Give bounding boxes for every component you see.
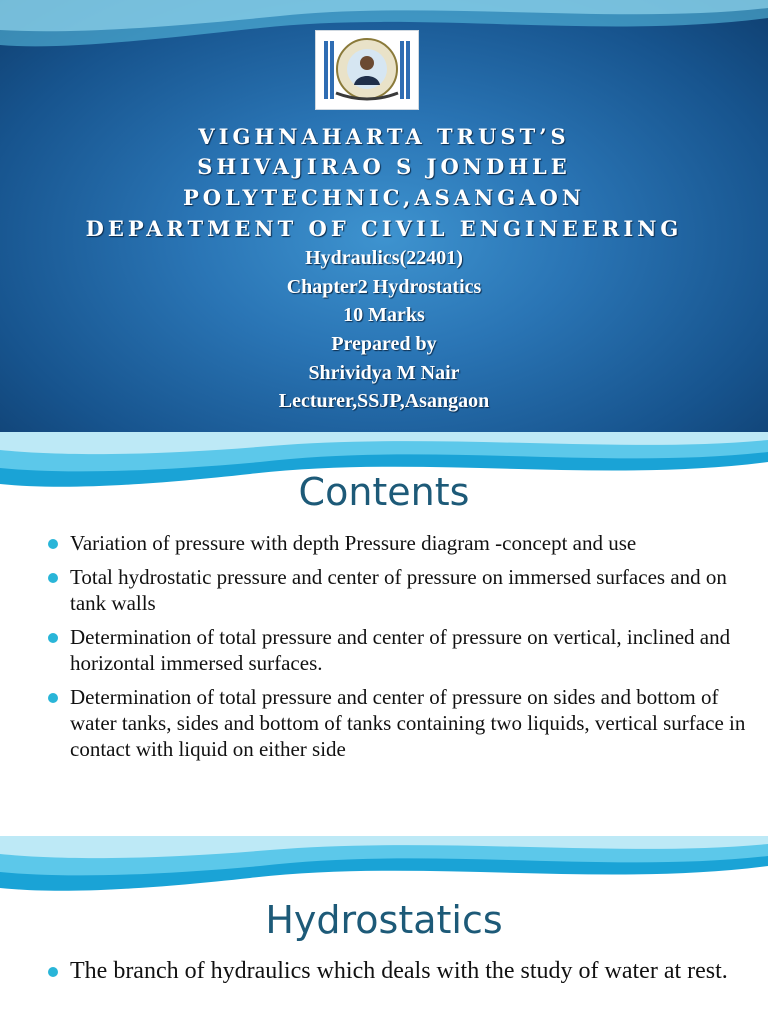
trust-logo bbox=[315, 30, 419, 110]
author-line: Shrividya M Nair bbox=[308, 362, 460, 384]
marks-line: 10 Marks bbox=[343, 304, 425, 326]
bullet-dot-icon bbox=[48, 539, 58, 549]
hydrostatics-bullet-list bbox=[48, 956, 748, 994]
title-slide bbox=[0, 0, 768, 432]
hydrostatics-slide bbox=[0, 836, 768, 1024]
contents-bullet-list bbox=[48, 530, 748, 770]
course-line: Hydraulics(22401) bbox=[305, 247, 463, 269]
designation-line: Lecturer,SSJP,Asangaon bbox=[278, 390, 490, 412]
org-line-4: DEPARTMENT OF CIVIL ENGINEERING bbox=[85, 216, 683, 241]
contents-bullet: Variation of pressure with depth Pressure diagram -concept and use bbox=[48, 530, 748, 556]
trust-logo-icon bbox=[316, 31, 418, 109]
org-line-1: VIGHNAHARTA TRUST’S bbox=[198, 124, 570, 149]
hydrostatics-wave-decoration bbox=[0, 836, 768, 906]
contents-title: Contents bbox=[298, 470, 470, 514]
org-line-2: SHIVAJIRAO S JONDHLE bbox=[197, 154, 571, 179]
contents-slide bbox=[0, 432, 768, 836]
chapter-line: Chapter2 Hydrostatics bbox=[286, 276, 482, 298]
prepared-by-line: Prepared by bbox=[331, 333, 437, 355]
org-line-3: POLYTECHNIC,ASANGAON bbox=[182, 185, 586, 210]
bullet-dot-icon bbox=[48, 967, 58, 977]
bullet-dot-icon bbox=[48, 633, 58, 643]
hydrostatics-bullet: The branch of hydraulics which deals with the study of water at rest. bbox=[48, 956, 748, 986]
hydrostatics-title: Hydrostatics bbox=[265, 898, 503, 942]
contents-bullet: Determination of total pressure and center of pressure on sides and bottom of water tanks, sides and bottom of tanks containing two liquids, vertical surface in contact with liquid on either side bbox=[48, 684, 748, 762]
contents-bullet: Total hydrostatic pressure and center of pressure on immersed surfaces and on tank walls bbox=[48, 564, 748, 616]
contents-bullet: Determination of total pressure and center of pressure on vertical, inclined and horizontal immersed surfaces. bbox=[48, 624, 748, 676]
bullet-dot-icon bbox=[48, 573, 58, 583]
bullet-dot-icon bbox=[48, 693, 58, 703]
